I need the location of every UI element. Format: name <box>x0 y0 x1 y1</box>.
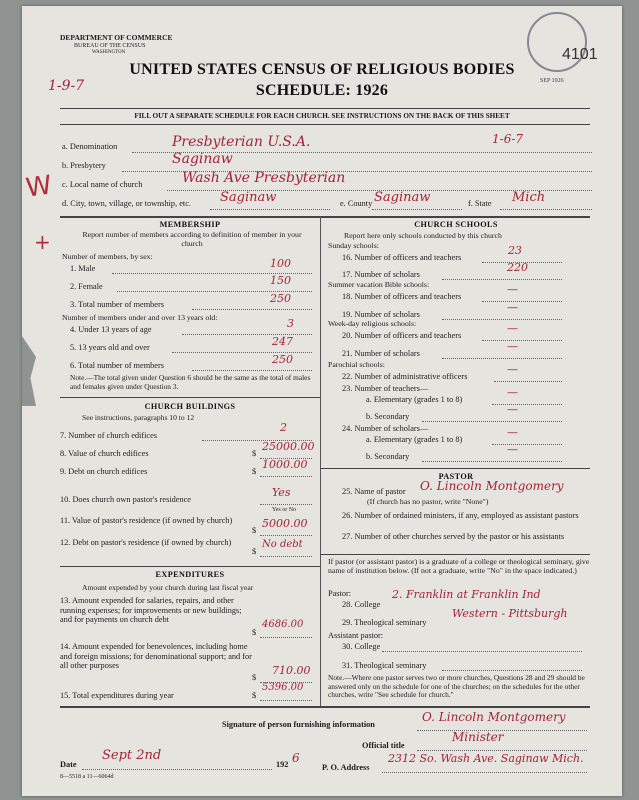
county-label: e. County <box>340 199 373 208</box>
form-code: 8—5518 a 11—6064d <box>60 774 114 780</box>
date-label: Date <box>60 760 77 769</box>
official-title-value[interactable]: Minister <box>452 730 504 744</box>
year-value[interactable]: 6 <box>292 751 300 765</box>
dollar-sign: $ <box>252 467 257 476</box>
signature-value[interactable]: O. Lincoln Montgomery <box>422 710 566 724</box>
edifices-debt-label: 9. Debt on church edifices <box>60 467 148 476</box>
red-margin-mark: W <box>24 170 54 204</box>
q19-value[interactable]: — <box>507 301 518 314</box>
under-13-value[interactable]: 3 <box>287 317 294 330</box>
form-schedule: SCHEDULE: 1926 <box>255 82 389 99</box>
denomination-code: 1-6-7 <box>492 132 524 146</box>
edifices-debt-value[interactable]: 1000.00 <box>262 458 308 471</box>
church-name-value[interactable]: Wash Ave Presbyterian <box>182 170 346 186</box>
q18-value[interactable]: — <box>507 283 518 296</box>
total-members-2-value[interactable]: 250 <box>272 353 293 366</box>
q26-label: 26. Number of ordained ministers, if any, employed as assistant pastors <box>342 511 579 520</box>
date-value[interactable]: Sept 2nd <box>102 748 162 763</box>
margin-date: 1-9-7 <box>48 78 85 94</box>
church-name-label: c. Local name of church <box>62 180 143 189</box>
edifices-value[interactable]: 2 <box>280 421 287 434</box>
dollar-sign: $ <box>252 628 257 637</box>
q23-label: 23. Number of teachers— <box>342 384 429 393</box>
state-value[interactable]: Mich <box>512 190 546 205</box>
dollar-sign: $ <box>252 673 257 682</box>
q24a-label: a. Elementary (grades 1 to 8) <box>366 435 463 444</box>
total-members-value[interactable]: 250 <box>270 292 291 305</box>
edifices-value-value[interactable]: 25000.00 <box>262 440 315 453</box>
q21-label: 21. Number of scholars <box>342 349 420 358</box>
year-prefix: 192 <box>276 760 289 769</box>
address-label: P. O. Address <box>322 763 370 772</box>
pastor-name-value[interactable]: O. Lincoln Montgomery <box>420 479 564 493</box>
q29-label: 29. Theological seminary <box>342 618 427 627</box>
graduate-note: If pastor (or assistant pastor) is a graduate of a college or theological seminary, give name of institution below. (If not a graduate, write "No" in the space indicated.) <box>328 557 590 575</box>
residence-owned-value[interactable]: Yes <box>272 486 291 499</box>
q16-label: 16. Number of officers and teachers <box>342 253 462 262</box>
dollar-sign: $ <box>252 526 257 535</box>
q20-label: 20. Number of officers and teachers <box>342 331 462 340</box>
q24b-value[interactable]: — <box>507 443 518 456</box>
q21-value[interactable]: — <box>507 340 518 353</box>
over-13-label: 5. 13 years old and over <box>70 343 150 352</box>
q16-value[interactable]: 23 <box>508 244 522 257</box>
assistant-subheading: Assistant pastor: <box>328 631 384 640</box>
schools-note: Report here only schools conducted by this church <box>344 231 502 240</box>
running-expenses-value[interactable]: 4686.00 <box>262 619 304 630</box>
membership-age-heading: Number of members under and over 13 years old: <box>62 313 218 322</box>
college-value[interactable]: 2. Franklin at Franklin Ind <box>392 588 541 601</box>
expenditures-note: Amount expended by your church during last fiscal year <box>82 583 254 592</box>
buildings-title: CHURCH BUILDINGS <box>144 402 236 411</box>
edifices-value-label: 8. Value of church edifices <box>60 449 149 458</box>
official-title-label: Official title <box>362 741 405 750</box>
signature-label: Signature of person furnishing information <box>222 720 375 729</box>
q23a-value[interactable]: — <box>507 386 518 399</box>
residence-value-label: 11. Value of pastor's residence (if owned by church) <box>60 516 233 525</box>
total-members-label: 3. Total number of members <box>70 300 164 309</box>
male-value[interactable]: 100 <box>270 257 291 270</box>
county-value[interactable]: Saginaw <box>374 190 431 205</box>
department-label: DEPARTMENT OF COMMERCE <box>60 33 173 42</box>
yes-no-hint: Yes or No <box>272 507 297 513</box>
q19-label: 19. Number of scholars <box>342 310 420 319</box>
running-expenses-label: 13. Amount expended for salaries, repairs, and other running expenses; for improvements or new buildings; and for payments on church debt <box>60 596 242 625</box>
q17-value[interactable]: 220 <box>507 261 528 274</box>
state-label: f. State <box>468 199 492 208</box>
form-number: 4101 <box>562 46 598 63</box>
bureau-label: BUREAU OF THE CENSUS <box>74 43 146 49</box>
pastor-subheading: Pastor: <box>328 589 352 598</box>
dollar-sign: $ <box>252 547 257 556</box>
q17-label: 17. Number of scholars <box>342 270 420 279</box>
under-13-label: 4. Under 13 years of age <box>70 325 152 334</box>
residence-value-value[interactable]: 5000.00 <box>262 517 308 530</box>
city-value[interactable]: Saginaw <box>220 190 277 205</box>
q28-label: 28. College <box>342 600 381 609</box>
presbytery-label: b. Presbytery <box>62 161 106 170</box>
sunday-heading: Sunday schools: <box>328 241 379 250</box>
q23b-label: b. Secondary <box>366 412 410 421</box>
male-label: 1. Male <box>70 264 96 273</box>
total-expenditures-label: 15. Total expenditures during year <box>60 691 174 700</box>
residence-owned-label: 10. Does church own pastor's residence <box>60 495 191 504</box>
schools-title: CHURCH SCHOOLS <box>414 220 498 229</box>
summer-heading: Summer vacation Bible schools: <box>328 280 430 289</box>
total-members-2-label: 6. Total number of members <box>70 361 164 370</box>
q25-label: 25. Name of pastor <box>342 487 406 496</box>
membership-sex-heading: Number of members, by sex: <box>62 252 153 261</box>
benevolences-value[interactable]: 710.00 <box>272 664 311 677</box>
seminary-value[interactable]: Western - Pittsburgh <box>452 607 568 620</box>
female-value[interactable]: 150 <box>270 274 291 287</box>
q24-label: 24. Number of scholars— <box>342 424 429 433</box>
presbytery-value[interactable]: Saginaw <box>172 151 233 167</box>
residence-debt-value[interactable]: No debt <box>262 539 303 550</box>
q20-value[interactable]: — <box>507 322 518 335</box>
dollar-sign: $ <box>252 449 257 458</box>
denomination-value[interactable]: Presbyterian U.S.A. <box>172 134 311 150</box>
pastor-footnote: Note.—Where one pastor serves two or more churches, Questions 28 and 29 should be answered only on the schedule for one of the churches; on the schedules for the other churches, write "See schedule for church." <box>328 673 585 700</box>
q25-note: (If church has no pastor, write "None") <box>367 497 489 506</box>
q22-label: 22. Number of administrative officers <box>342 372 468 381</box>
instruction-line: FILL OUT A SEPARATE SCHEDULE FOR EACH CHURCH. SEE INSTRUCTIONS ON THE BACK OF THIS SHEET <box>134 112 510 120</box>
membership-title: MEMBERSHIP <box>159 220 221 229</box>
edifices-label: 7. Number of church edifices <box>60 431 157 440</box>
denomination-label: a. Denomination <box>62 142 118 151</box>
q24a-value[interactable]: — <box>507 426 518 439</box>
stamp-date: SEP 1926 <box>540 78 564 84</box>
female-label: 2. Female <box>70 282 103 291</box>
city-field-label: d. City, town, village, or township, etc. <box>62 199 191 208</box>
residence-debt-label: 12. Debt on pastor's residence (if owned by church) <box>60 538 232 547</box>
q22-value[interactable]: — <box>507 363 518 376</box>
red-plus-mark: + <box>34 230 51 254</box>
expenditures-title: EXPENDITURES <box>155 570 225 579</box>
q30-label: 30. College <box>342 642 381 651</box>
q18-label: 18. Number of officers and teachers <box>342 292 462 301</box>
q31-label: 31. Theological seminary <box>342 661 427 670</box>
parochial-heading: Parochial schools: <box>328 360 385 369</box>
address-value[interactable]: 2312 So. Wash Ave. Saginaw Mich. <box>388 752 584 765</box>
q24b-label: b. Secondary <box>366 452 410 461</box>
form-title: UNITED STATES CENSUS OF RELIGIOUS BODIES <box>129 61 515 78</box>
buildings-note: See instructions, paragraphs 10 to 12 <box>82 413 195 422</box>
over-13-value[interactable]: 247 <box>272 335 293 348</box>
benevolences-label: 14. Amount expended for benevolences, including home and foreign missions; for denominational support; and for all other purposes <box>60 642 252 671</box>
q23b-value[interactable]: — <box>507 403 518 416</box>
q23a-label: a. Elementary (grades 1 to 8) <box>366 395 463 404</box>
city-label: WASHINGTON <box>92 50 126 55</box>
pastor-title: PASTOR <box>438 472 474 481</box>
weekday-heading: Week-day religious schools: <box>328 319 417 328</box>
census-schedule-sheet <box>22 6 622 796</box>
q27-label: 27. Number of other churches served by the pastor or his assistants <box>342 532 565 541</box>
membership-note: Report number of members according to definition of member in your church <box>82 230 302 248</box>
total-expenditures-value[interactable]: 5396.00 <box>262 682 304 693</box>
dollar-sign: $ <box>252 691 257 700</box>
membership-footnote: Note.—The total given under Question 6 should be the same as the total of males and females given under Question 3. <box>70 373 311 391</box>
